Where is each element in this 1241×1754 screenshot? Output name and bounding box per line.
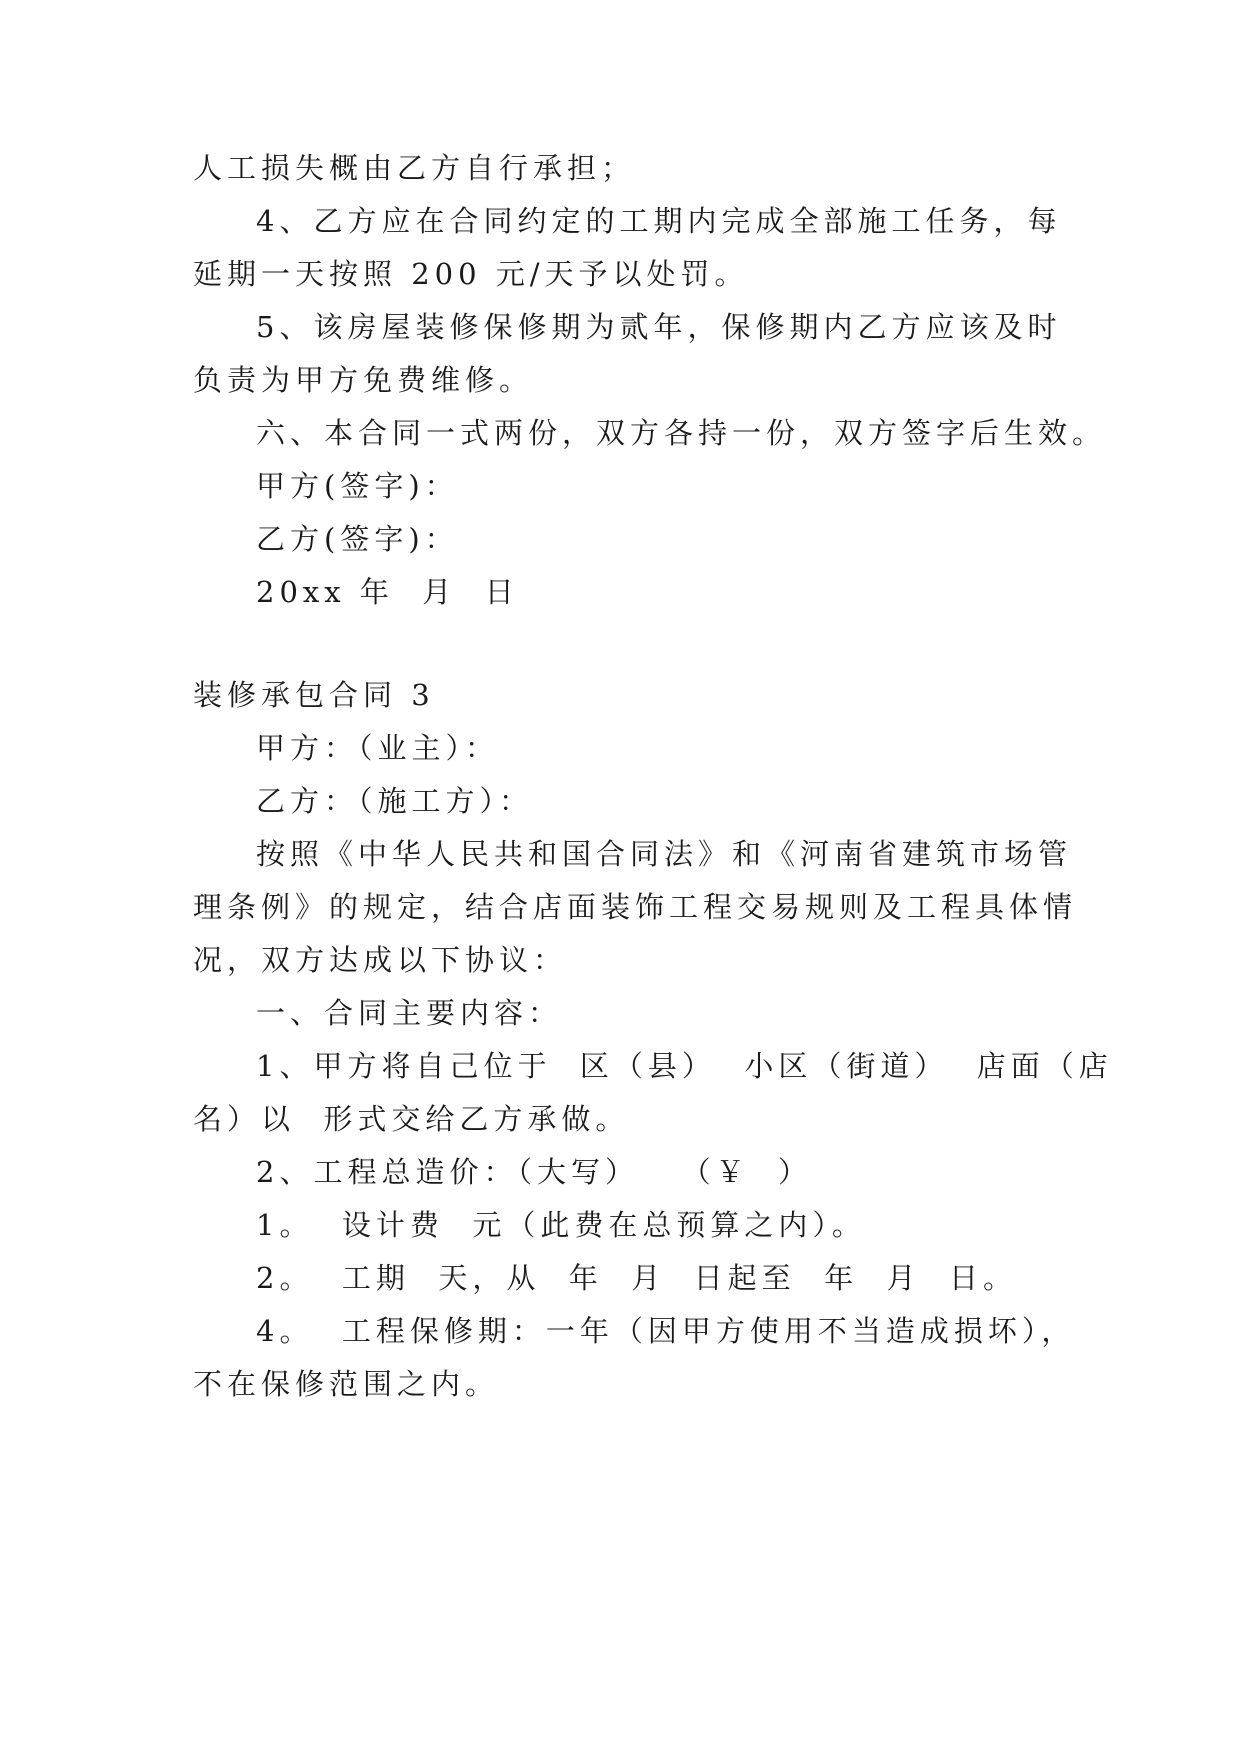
item-2-total-cost: 2、工程总造价：（大写） （￥ ）	[256, 1155, 813, 1189]
party-b-signature: 乙方(签字)：	[256, 522, 459, 556]
clause-5-line-2: 负责为甲方免费维修。	[193, 363, 534, 397]
party-a-signature: 甲方(签字)：	[256, 469, 459, 503]
clause-5-line-1: 5、该房屋装修保修期为贰年，保修期内乙方应该及时	[256, 310, 1062, 344]
warranty-line-1: 4。 工程保修期：一年（因甲方使用不当造成损坏），	[256, 1314, 1076, 1348]
paragraph-line: 人工损失概由乙方自行承担；	[193, 151, 636, 185]
clause-6-line: 六、本合同一式两份，双方各持一份，双方签字后生效。	[256, 416, 1107, 450]
preamble-line-1: 按照《中华人民共和国合同法》和《河南省建筑市场管	[256, 837, 1073, 871]
preamble-line-2: 理条例》的规定，结合店面装饰工程交易规则及工程具体情	[193, 890, 1078, 924]
section-title: 装修承包合同 3	[193, 678, 435, 712]
party-a-owner: 甲方：（业主）：	[256, 731, 500, 765]
item-1-line-2: 名）以 形式交给乙方承做。	[193, 1102, 630, 1136]
party-b-contractor: 乙方：（施工方）：	[256, 784, 534, 818]
preamble-line-3: 况，双方达成以下协议：	[193, 943, 568, 977]
clause-4-line-2: 延期一天按照 200 元/天予以处罚。	[193, 257, 749, 291]
warranty-line-2: 不在保修范围之内。	[193, 1367, 500, 1401]
construction-period: 2。 工期 天，从 年 月 日起至 年 月 日。	[256, 1261, 1017, 1295]
item-1-line-1: 1、甲方将自己位于 区（县） 小区（街道） 店面（店	[256, 1049, 1113, 1083]
design-fee: 1。 设计费 元（此费在总预算之内）。	[256, 1208, 866, 1242]
main-content-heading: 一、合同主要内容：	[256, 996, 563, 1030]
clause-4-line-1: 4、乙方应在合同约定的工期内完成全部施工任务，每	[256, 204, 1062, 238]
signature-date: 20xx 年 月 日	[256, 575, 519, 609]
